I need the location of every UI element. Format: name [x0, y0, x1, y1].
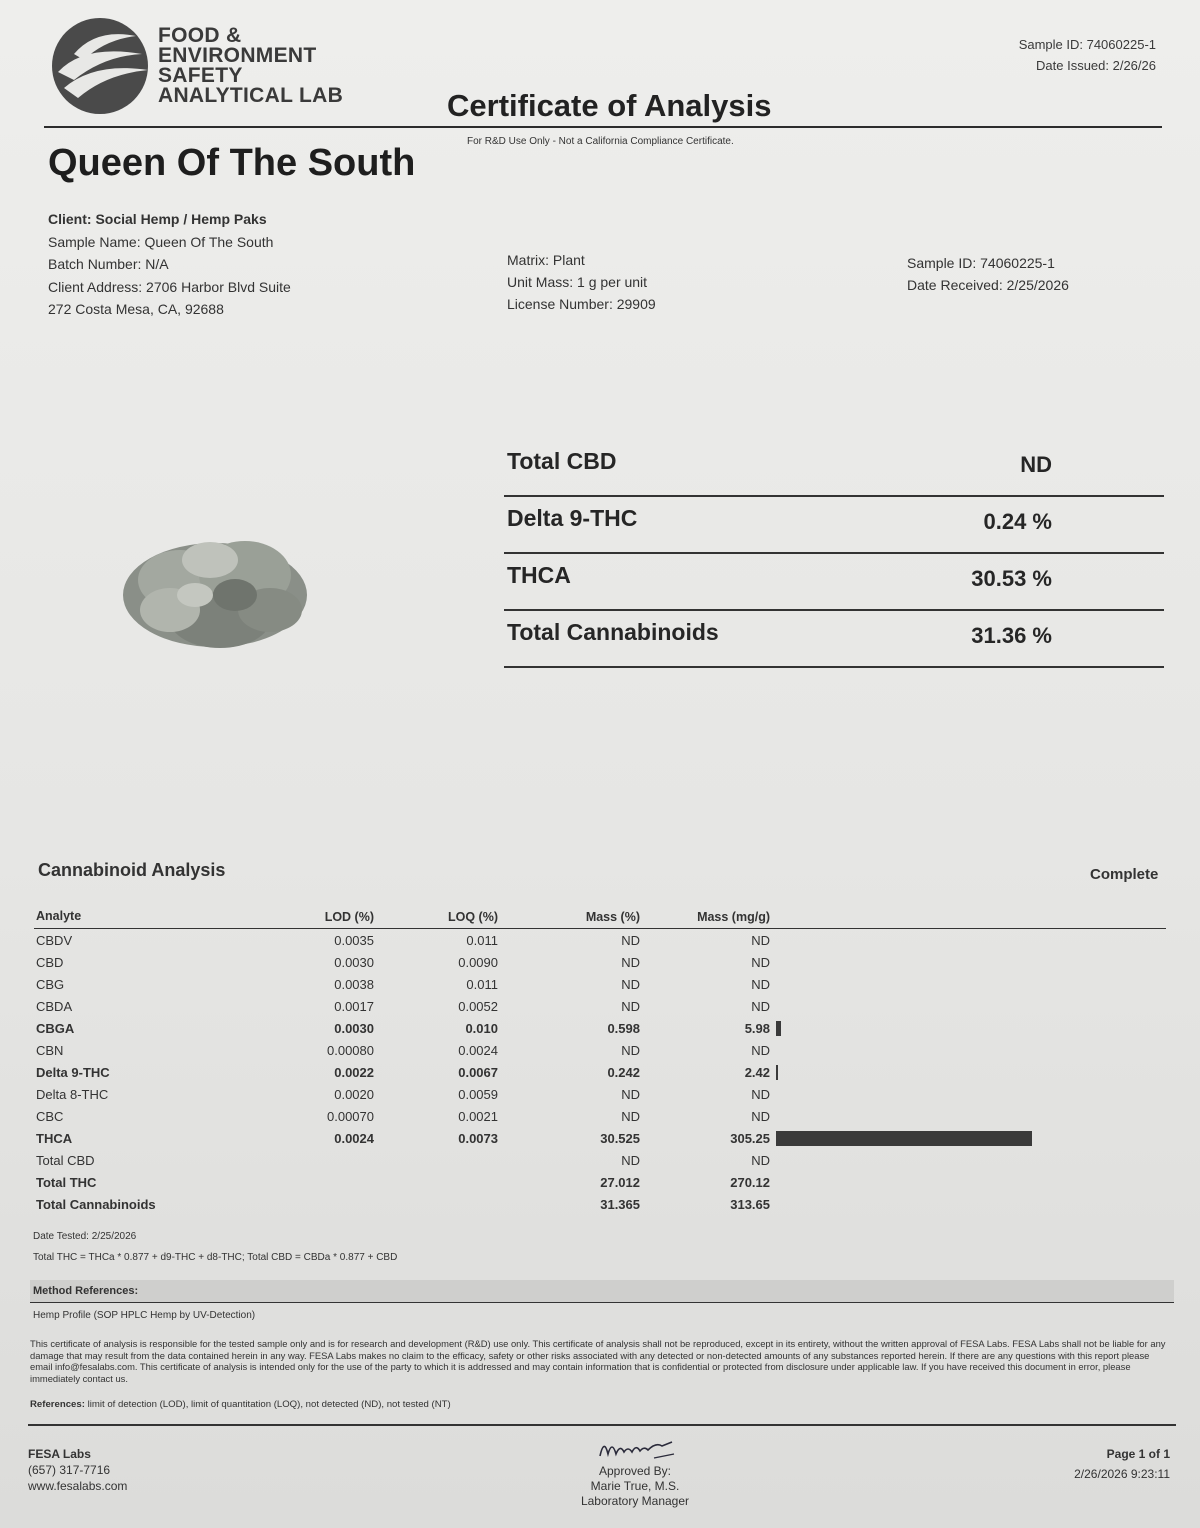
column-header: LOQ (%) [448, 910, 498, 924]
cell-analyte: Delta 9-THC [36, 1065, 110, 1080]
cell-lod: 0.0035 [334, 933, 374, 948]
cell-analyte: Total THC [36, 1175, 97, 1190]
table-row [34, 1171, 1166, 1193]
footer-company [28, 1446, 127, 1494]
disclaimer: This certificate of analysis is responsible for the tested sample only and is for research and development (R&D) use only. This certificate of analysis shall not be reproduced, except in its entirety, without the written approval of FESA Labs. FESA Labs shall not be liable for any damage that may result from the data contained herein in any way. FESA Labs makes no claim to the efficacy, safety or other risks associated with any detected or non-detected amounts of any substances reported herein. If there are any questions with this report please email info@fesalabs.com. This certificate of analysis is intended only for the use of the party to which it is addressed and may contain information that is confidential or protected from disclosure under applicable law. If you have received this document in error, please immediately contact us. [30, 1338, 1166, 1384]
cell-loq: 0.0067 [458, 1065, 498, 1080]
header-divider [44, 126, 1162, 128]
table-row [34, 1127, 1166, 1149]
table-row [34, 1105, 1166, 1127]
company-website: www.fesalabs.com [28, 1479, 128, 1493]
cell-lod: 0.0030 [334, 955, 374, 970]
cell-lod: 0.0030 [334, 1021, 374, 1036]
column-header: Analyte [36, 909, 82, 923]
lab-name: FOOD & ENVIRONMENT SAFETY ANALYTICAL LAB [158, 24, 344, 107]
summary-value: 0.24 % [983, 509, 1052, 534]
client-info [48, 208, 291, 321]
lab-logo-icon [44, 14, 156, 114]
cell-analyte: Delta 8-THC [36, 1087, 109, 1102]
table-row [34, 1193, 1166, 1215]
table-header [34, 906, 1166, 929]
table-row [34, 1017, 1166, 1039]
cell-mass-pct: ND [621, 1043, 640, 1058]
cell-mass-pct: 0.598 [607, 1021, 640, 1036]
cell-mass-pct: 30.525 [600, 1131, 640, 1146]
unit-mass: Unit Mass: 1 g per unit [507, 274, 648, 290]
mass-bar [776, 1021, 781, 1036]
table-row [34, 929, 1166, 951]
cell-loq: 0.0073 [458, 1131, 498, 1146]
cell-loq: 0.0090 [458, 955, 498, 970]
cell-loq: 0.010 [465, 1021, 498, 1036]
cell-mass-pct: ND [621, 1153, 640, 1168]
cell-lod: 0.0017 [334, 999, 374, 1014]
sample-id: Sample ID: 74060225-1 [907, 255, 1055, 271]
cell-analyte: CBN [36, 1043, 64, 1058]
references-label: References: [30, 1399, 85, 1410]
header-date-issued: Date Issued: 2/26/26 [1036, 58, 1156, 73]
cell-mass-pct: ND [621, 1109, 640, 1124]
cell-mass-pct: ND [621, 955, 640, 970]
approver-title: Laboratory Manager [580, 1494, 690, 1508]
client-address-line2: 272 Costa Mesa, CA, 92688 [48, 301, 224, 317]
cell-analyte: CBC [36, 1109, 64, 1124]
cell-analyte: CBGA [36, 1021, 75, 1036]
license-number: License Number: 29909 [507, 296, 656, 312]
cell-analyte: Total Cannabinoids [36, 1197, 156, 1212]
references [30, 1399, 451, 1410]
cell-mass-pct: 0.242 [607, 1065, 640, 1080]
table-row [34, 1039, 1166, 1061]
method-band [30, 1280, 1174, 1303]
header-sample-id: Sample ID: 74060225-1 [1018, 37, 1156, 52]
approval [560, 1464, 710, 1509]
analysis-table [34, 906, 1166, 1215]
cell-mass-mg: ND [751, 933, 770, 948]
cell-mass-mg: 270.12 [730, 1175, 770, 1190]
cell-loq: 0.0024 [458, 1043, 498, 1058]
cell-loq: 0.0059 [458, 1087, 498, 1102]
cell-mass-mg: 2.42 [744, 1065, 770, 1080]
mass-bar [776, 1065, 778, 1080]
company-phone: (657) 317-7716 [28, 1463, 111, 1477]
table-row [34, 995, 1166, 1017]
summary-label: Total CBD [507, 448, 617, 474]
matrix-info [507, 249, 656, 315]
cell-lod: 0.00070 [327, 1109, 374, 1124]
product-name: Queen Of The South [48, 142, 416, 184]
summary-row [504, 497, 1164, 554]
cell-mass-mg: ND [751, 1043, 770, 1058]
date-tested: Date Tested: 2/25/2026 [33, 1231, 137, 1242]
summary-row [504, 554, 1164, 611]
header-sample-info [1019, 34, 1156, 76]
signature [596, 1432, 676, 1462]
references-text: limit of detection (LOD), limit of quantitation (LOQ), not detected (ND), not tested (NT) [84, 1399, 451, 1410]
cell-mass-pct: 31.365 [600, 1197, 640, 1212]
sample-photo [110, 515, 320, 665]
footer-divider [28, 1424, 1176, 1426]
document-title: Certificate of Analysis [447, 88, 772, 123]
cell-lod: 0.0038 [334, 977, 374, 992]
sample-name: Sample Name: Queen Of The South [48, 233, 274, 250]
cell-lod: 0.0024 [334, 1131, 374, 1146]
cell-mass-mg: ND [751, 955, 770, 970]
approved-by-label: Approved By: [598, 1464, 672, 1478]
cell-lod: 0.0020 [334, 1087, 374, 1102]
summary-row [504, 440, 1164, 497]
cell-mass-pct: 27.012 [600, 1175, 640, 1190]
cell-mass-mg: 305.25 [730, 1131, 770, 1146]
analysis-title: Cannabinoid Analysis [38, 860, 226, 880]
cell-loq: 0.011 [466, 977, 498, 992]
date-received: Date Received: 2/25/2026 [907, 277, 1069, 293]
summary-row [504, 611, 1164, 668]
table-body [34, 929, 1166, 1215]
summary-label: Total Cannabinoids [507, 619, 719, 645]
batch-number: Batch Number: N/A [48, 256, 169, 272]
summary-label: THCA [507, 562, 571, 588]
cell-analyte: CBG [36, 977, 65, 992]
cell-mass-mg: ND [751, 1153, 770, 1168]
cell-loq: 0.0052 [458, 999, 498, 1014]
sample-info [907, 252, 1069, 296]
cell-mass-mg: ND [751, 977, 770, 992]
summary-value: ND [1020, 452, 1052, 477]
summary-value: 31.36 % [971, 623, 1052, 648]
cell-mass-mg: 313.65 [730, 1197, 770, 1212]
summary-value: 30.53 % [971, 566, 1052, 591]
table-row [34, 1083, 1166, 1105]
summary-label: Delta 9-THC [507, 505, 638, 531]
cell-loq: 0.0021 [458, 1109, 498, 1124]
cell-mass-mg: ND [751, 999, 770, 1014]
cell-lod: 0.0022 [334, 1065, 374, 1080]
table-row [34, 1149, 1166, 1171]
cell-mass-mg: ND [751, 1087, 770, 1102]
approver-name: Marie True, M.S. [590, 1479, 680, 1493]
method-title: Method References: [33, 1285, 139, 1297]
mass-bar [776, 1131, 1032, 1146]
column-header: Mass (%) [585, 910, 640, 924]
analysis-status: Complete [1090, 866, 1159, 883]
table-row [34, 973, 1166, 995]
cell-mass-pct: ND [621, 999, 640, 1014]
cell-analyte: THCA [36, 1131, 73, 1146]
summary-table [504, 440, 1164, 668]
cell-analyte: CBDV [36, 933, 73, 948]
cell-mass-pct: ND [621, 977, 640, 992]
column-header: LOD (%) [324, 910, 374, 924]
client-name: Client: Social Hemp / Hemp Paks [48, 211, 267, 227]
column-header: Mass (mg/g) [697, 910, 770, 924]
cell-analyte: CBD [36, 955, 64, 970]
formula-note: Total THC = THCa * 0.877 + d9-THC + d8-THC; Total CBD = CBDa * 0.877 + CBD [33, 1252, 398, 1263]
cell-analyte: CBDA [36, 999, 73, 1014]
matrix: Matrix: Plant [507, 252, 585, 268]
table-row [34, 1061, 1166, 1083]
cell-mass-mg: 5.98 [744, 1021, 770, 1036]
cell-mass-pct: ND [621, 1087, 640, 1102]
print-timestamp: 2/26/2026 9:23:11 [1074, 1467, 1170, 1481]
footer-page-info [1074, 1444, 1170, 1484]
cell-analyte: Total CBD [36, 1153, 95, 1168]
document-subtitle: For R&D Use Only - Not a California Compliance Certificate. [467, 136, 734, 147]
page-number: Page 1 of 1 [1106, 1447, 1170, 1461]
method-reference: Hemp Profile (SOP HPLC Hemp by UV-Detection) [33, 1310, 256, 1321]
table-row [34, 951, 1166, 973]
company-name: FESA Labs [28, 1447, 91, 1461]
cell-loq: 0.011 [466, 933, 498, 948]
cell-mass-pct: ND [621, 933, 640, 948]
client-address-line1: Client Address: 2706 Harbor Blvd Suite [48, 278, 291, 295]
cell-lod: 0.00080 [327, 1043, 374, 1058]
cell-mass-mg: ND [751, 1109, 770, 1124]
